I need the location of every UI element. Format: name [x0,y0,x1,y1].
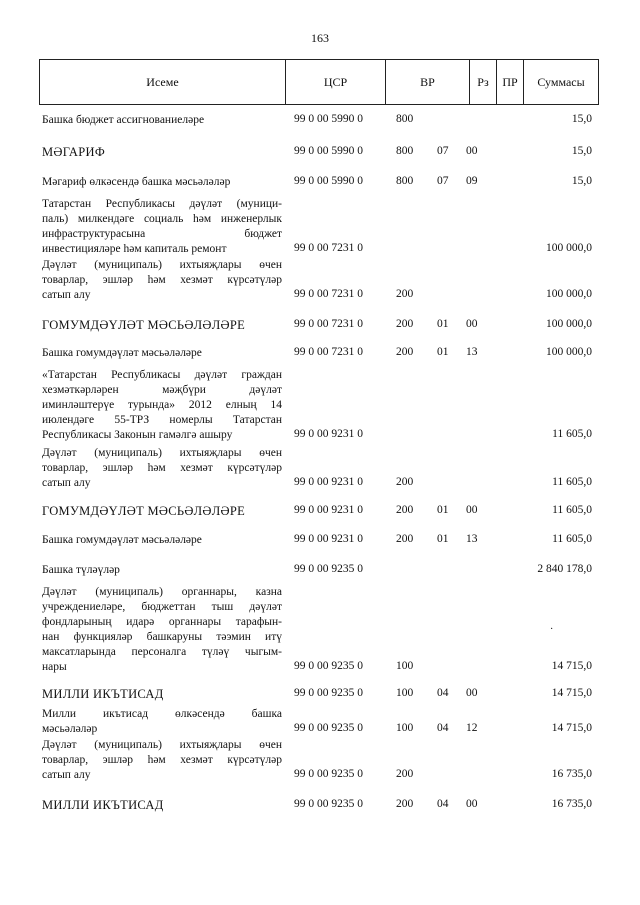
row-vr: 800 [396,145,414,157]
row-name-line: Мәгариф өлкәсендә башка мәсьәләләр [42,176,231,188]
row-sum: 11 605,0 [552,533,592,545]
table-row [0,368,640,443]
row-rz: 04 [437,722,449,734]
row-rz: 01 [437,318,449,330]
table-row [0,318,640,333]
row-rz: 01 [437,346,449,358]
row-name-line: товарлар, эшләр һәм хезмәт күрсәтүләр [42,462,282,474]
row-name-line: Татарстан Республикасы дәүләт (муници- [42,198,282,210]
row-name [42,533,282,548]
row-name [42,707,282,737]
row-pr: 00 [466,318,478,330]
row-name-line: фондларының идарә органнары тарафын- [42,616,282,628]
row-sum: 100 000,0 [546,346,592,358]
row-name-line: МӘГАРИФ [42,145,105,159]
column-header-csr: ЦСР [286,60,386,104]
row-name [42,258,282,303]
row-name-line: ГОМУМДӘҮЛӘТ МӘСЬӘЛӘЛӘРЕ [42,504,246,518]
row-csr: 99 0 00 9235 0 [294,798,363,810]
table-row [0,145,640,160]
row-vr: 200 [396,533,414,545]
table-row [0,798,640,813]
column-header-sum: Суммасы [537,74,585,89]
row-name [42,585,282,675]
row-csr: 99 0 00 7231 0 [294,288,363,300]
row-name-line: Башка бюджет ассигнованиеләре [42,114,205,126]
row-name [42,368,282,443]
table-row [0,707,640,737]
row-name-line: хезмәткәрләрен мәҗбүри дәүләт [42,384,282,396]
row-rz: 01 [437,533,449,545]
row-name-line: Милли икътисад өлкәсендә башка [42,708,282,720]
row-pr: 09 [466,175,478,187]
row-sum: 100 000,0 [546,242,592,254]
table-row [0,533,640,548]
row-name-line: максатларында персоналга түләү чыгым- [42,646,282,658]
row-csr: 99 0 00 9235 0 [294,722,363,734]
section-title [42,318,282,333]
row-sum: 100 000,0 [546,288,592,300]
row-sum: 14 715,0 [551,722,592,734]
row-name-line: инвестицияләре һәм капиталь ремонт [42,243,227,255]
row-csr: 99 0 00 9235 0 [294,563,363,575]
row-name [42,175,282,190]
row-sum: 15,0 [571,145,592,157]
row-name [42,113,282,128]
row-csr: 99 0 00 9231 0 [294,504,363,516]
row-name-line: товарлар, эшләр һәм хезмәт күрсәтүләр [42,274,282,286]
row-csr: 99 0 00 5990 0 [294,145,363,157]
row-name-line: «Татарстан Республикасы дәүләт граждан [42,369,282,381]
page-number: 163 [311,31,329,45]
row-vr: 200 [396,288,414,300]
table-row [0,197,640,257]
row-csr: 99 0 00 7231 0 [294,318,363,330]
row-pr: 00 [466,798,478,810]
row-csr: 99 0 00 7231 0 [294,346,363,358]
row-pr: 13 [466,533,478,545]
row-sum: 14 715,0 [551,687,592,699]
row-sum: 11 605,0 [552,428,592,440]
table-row [0,585,640,675]
table-row [0,446,640,491]
row-name-line: Дәүләт (муниципаль) органнары, казна [42,586,282,598]
column-header-vr: ВР [386,60,470,104]
row-name-line: иминләштерүе турында» 2012 елның 14 [42,399,282,411]
row-csr: 99 0 00 9231 0 [294,476,363,488]
row-name-line: Дәүләт (муниципаль) ихтыяҗлары өчен [42,447,282,459]
row-sum: 100 000,0 [546,318,592,330]
row-name-line: сатып алу [42,289,91,301]
row-sum: 2 840 178,0 [537,563,592,575]
row-pr: 12 [466,722,478,734]
row-vr: 800 [396,175,414,187]
row-csr: 99 0 00 9231 0 [294,428,363,440]
row-csr: 99 0 00 7231 0 [294,242,363,254]
row-sum: 16 735,0 [551,798,592,810]
row-rz: 04 [437,687,449,699]
table-row [0,175,640,190]
row-name-line: учреждениеләре, бюджеттан тыш дәүләт [42,601,282,613]
row-name-line: нан функцияләр башкаруны тәэмин итү [42,631,282,643]
row-csr: 99 0 00 9235 0 [294,687,363,699]
row-vr: 200 [396,318,414,330]
row-sum: 11 605,0 [552,476,592,488]
row-rz: 07 [437,145,449,157]
row-sum: 16 735,0 [551,768,592,780]
row-vr: 100 [396,687,414,699]
row-pr: 00 [466,145,478,157]
row-rz: 07 [437,175,449,187]
row-name-line: Дәүләт (муниципаль) ихтыяҗлары өчен [42,259,282,271]
row-name-line: Дәүләт (муниципаль) ихтыяҗлары өчен [42,739,282,751]
row-csr: 99 0 00 9231 0 [294,533,363,545]
column-header-rz: Рз [470,60,497,104]
section-title [42,145,282,160]
row-name-line: Башка түләүләр [42,564,120,576]
row-name-line: июлендәге 55-ТРЗ номерлы Татарстан [42,414,282,426]
row-name [42,446,282,491]
table-row [0,258,640,303]
row-name-line: Башка гомумдәүләт мәсьәләләре [42,347,202,359]
row-name-line: МИЛЛИ ИКЪТИСАД [42,687,164,701]
row-vr: 200 [396,346,414,358]
row-sum: 15,0 [571,113,592,125]
section-title [42,687,282,702]
table-header [39,59,599,105]
row-name [42,197,282,257]
row-vr: 200 [396,504,414,516]
stray-mark: · [550,624,554,635]
row-csr: 99 0 00 9235 0 [294,660,363,672]
row-name-line: инфраструктурасына бюджет [42,228,282,240]
table-row [0,504,640,519]
row-sum: 11 605,0 [552,504,592,516]
row-vr: 200 [396,768,414,780]
row-name-line: Республикасы Законын гамәлгә ашыру [42,429,233,441]
row-vr: 100 [396,722,414,734]
row-name-line: сатып алу [42,477,91,489]
row-name-line: Башка гомумдәүләт мәсьәләләре [42,534,202,546]
table-row [0,346,640,361]
row-csr: 99 0 00 5990 0 [294,175,363,187]
row-vr: 200 [396,476,414,488]
column-header-pr: ПР [497,60,524,104]
row-sum: 14 715,0 [551,660,592,672]
row-sum: 15,0 [571,175,592,187]
row-rz: 04 [437,798,449,810]
section-title [42,798,282,813]
row-name-line: ГОМУМДӘҮЛӘТ МӘСЬӘЛӘЛӘРЕ [42,318,246,332]
row-csr: 99 0 00 9235 0 [294,768,363,780]
row-name-line: МИЛЛИ ИКЪТИСАД [42,798,164,812]
row-vr: 800 [396,113,414,125]
column-header-name: Исеме [40,60,286,104]
row-vr: 200 [396,798,414,810]
table-row [0,738,640,783]
table-row [0,563,640,578]
row-name-line: мәсьәләләр [42,723,98,735]
table-row [0,687,640,702]
row-name-line: товарлар, эшләр һәм хезмәт күрсәтүләр [42,754,282,766]
row-name-line: нары [42,661,67,673]
row-name-line: паль) милкендәге социаль һәм инженерлык [42,213,282,225]
row-name [42,346,282,361]
section-title [42,504,282,519]
row-rz: 01 [437,504,449,516]
row-name-line: сатып алу [42,769,91,781]
row-csr: 99 0 00 5990 0 [294,113,363,125]
table-row [0,113,640,128]
row-pr: 00 [466,687,478,699]
row-name [42,563,282,578]
row-pr: 00 [466,504,478,516]
row-name [42,738,282,783]
row-pr: 13 [466,346,478,358]
row-vr: 100 [396,660,414,672]
